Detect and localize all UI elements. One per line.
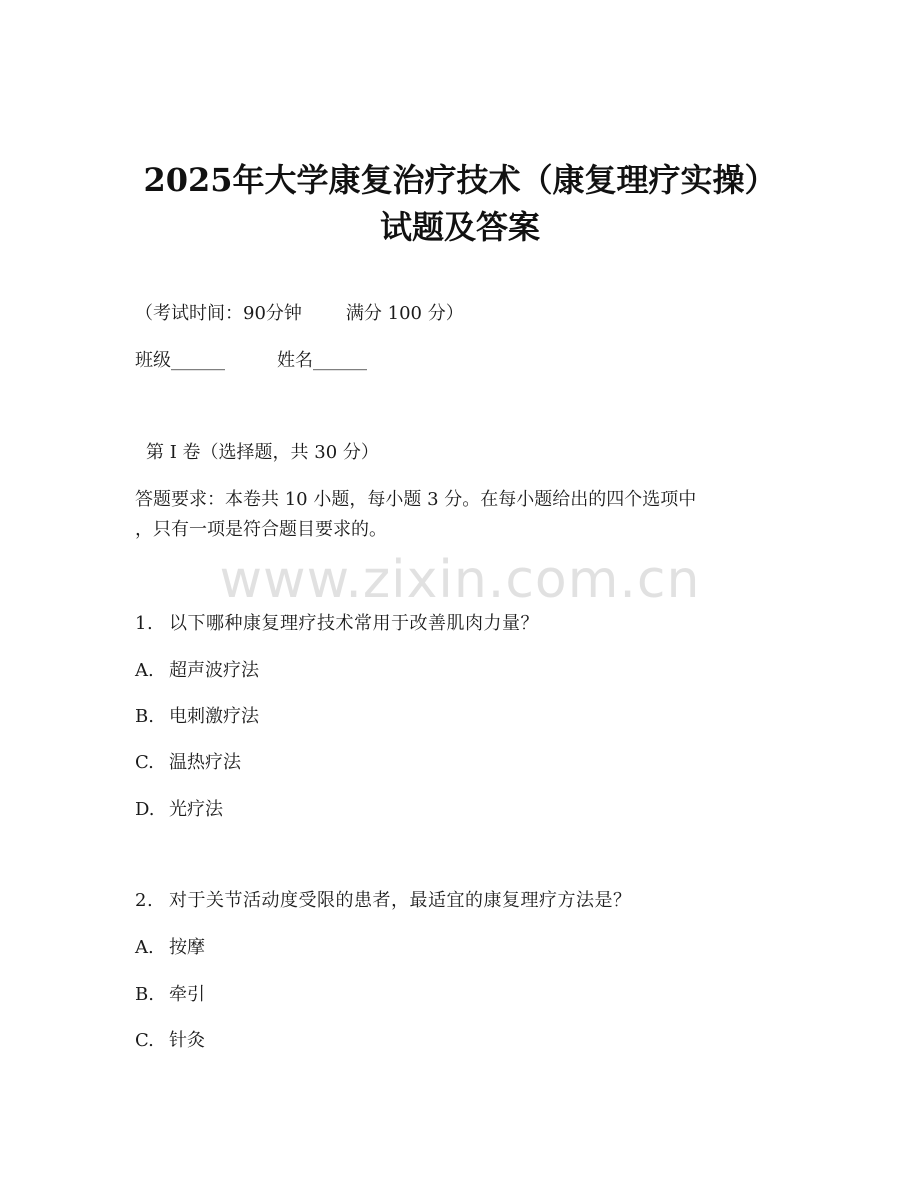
option-letter: D.	[135, 799, 155, 820]
option-1-a	[135, 659, 259, 683]
option-text: 温热疗法	[169, 752, 241, 773]
option-letter: A.	[135, 660, 154, 681]
option-text: 超声波疗法	[169, 660, 259, 681]
option-letter: A.	[135, 937, 154, 958]
class-field: 班级______	[135, 350, 225, 371]
question-number: 1.	[135, 613, 154, 634]
watermark: www.zixin.com.cn	[219, 550, 701, 610]
question-2	[135, 889, 632, 913]
requirement-line-2: ，只有一项是符合题目要求的。	[135, 519, 387, 540]
option-text: 电刺激疗法	[169, 706, 259, 727]
option-letter: B.	[135, 984, 154, 1005]
question-text: 以下哪种康复理疗技术常用于改善肌肉力量？	[169, 613, 539, 634]
exam-info	[135, 302, 464, 326]
option-text: 按摩	[169, 937, 205, 958]
question-1	[135, 612, 539, 636]
question-text: 对于关节活动度受限的患者，最适宜的康复理疗方法是？	[169, 890, 632, 911]
option-1-c	[135, 751, 241, 775]
question-number: 2.	[135, 890, 154, 911]
option-1-d	[135, 798, 223, 822]
document-title-line1: 2025年大学康复治疗技术（康复理疗实操）	[143, 161, 777, 199]
option-1-b	[135, 705, 259, 729]
option-letter: C.	[135, 1030, 154, 1051]
option-text: 光疗法	[169, 799, 223, 820]
option-2-b	[135, 983, 205, 1007]
document-title-line2: 试题及答案	[379, 208, 540, 246]
section-title: 第 I 卷（选择题，共 30 分）	[146, 442, 379, 463]
option-letter: B.	[135, 706, 154, 727]
exam-time: （考试时间：90分钟	[135, 303, 302, 324]
full-score: 满分 100 分）	[345, 303, 464, 324]
name-field: 姓名______	[277, 350, 367, 371]
requirement-line-1: 答题要求：本卷共 10 小题，每小题 3 分。在每小题给出的四个选项中	[135, 489, 697, 510]
option-letter: C.	[135, 752, 154, 773]
option-2-a	[135, 936, 205, 960]
option-text: 针灸	[169, 1030, 205, 1051]
student-info-row	[135, 349, 367, 373]
option-2-c	[135, 1029, 205, 1053]
option-text: 牵引	[169, 984, 205, 1005]
